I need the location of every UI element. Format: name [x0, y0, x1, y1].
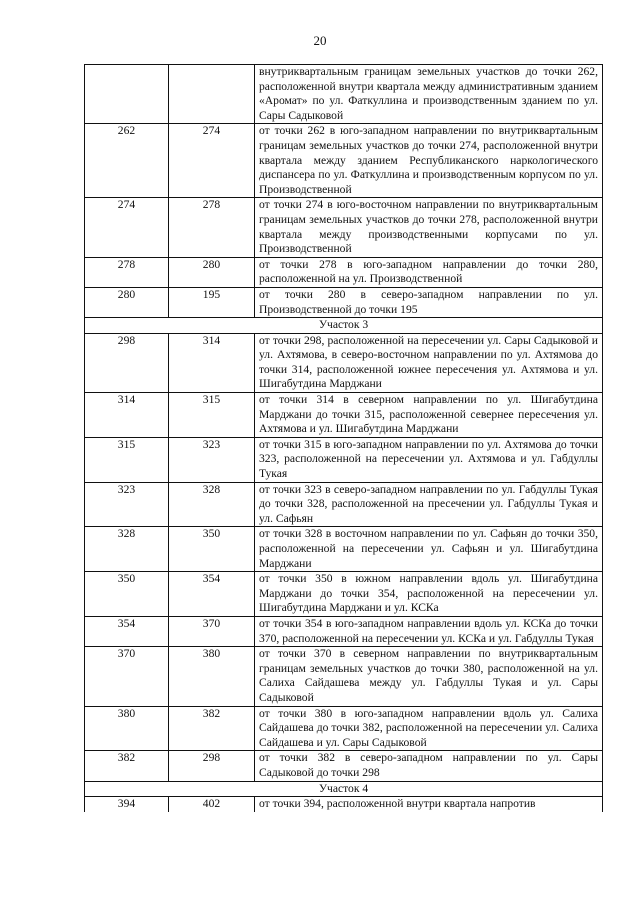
description-cell: от точки 278 в юго-западном направлении до точки 280, расположенной на ул. Производственной [255, 257, 603, 287]
point-to-cell: 280 [169, 257, 255, 287]
table-row [85, 572, 603, 617]
point-to-cell: 315 [169, 393, 255, 438]
boundary-table [84, 64, 603, 812]
point-from-cell: 280 [85, 287, 169, 317]
point-from-cell: 370 [85, 647, 169, 706]
table-row [85, 647, 603, 706]
point-from-cell: 380 [85, 706, 169, 751]
description-cell: от точки 354 в юго-западном направлении вдоль ул. КСКа до точки 370, расположенной на пересечении ул. КСКа и ул. Габдуллы Тукая [255, 616, 603, 646]
point-to-cell [169, 65, 255, 124]
point-from-cell: 350 [85, 572, 169, 617]
description-cell: от точки 314 в северном направлении по ул. Шигабутдина Марджани до точки 315, расположенной севернее пересечения ул. Ахтямова и ул. Шигабутдина Марджани [255, 393, 603, 438]
point-to-cell: 274 [169, 124, 255, 198]
point-from-cell: 298 [85, 333, 169, 392]
table-row [85, 287, 603, 317]
page-number: 20 [313, 33, 327, 48]
table-row [85, 198, 603, 257]
table-row [85, 393, 603, 438]
point-to-cell: 380 [169, 647, 255, 706]
point-from-cell: 328 [85, 527, 169, 572]
point-to-cell: 314 [169, 333, 255, 392]
description-cell: от точки 298, расположенной на пересечении ул. Сары Садыковой и ул. Ахтямова, в северо-восточном направлении по ул. Ахтямова до точки 314, расположенной южнее пересечения ул. Ахтямова и ул. Шигабутдина Марджани [255, 333, 603, 392]
description-cell: от точки 370 в северном направлении по внутриквартальным границам земельных участков до точки 380, расположенной на ул. Салиха Сайдашева между ул. Габдуллы Тукая и ул. Сары Садыковой [255, 647, 603, 706]
point-to-cell: 323 [169, 437, 255, 482]
section-title: Участок 4 [85, 781, 603, 797]
description-cell: от точки 394, расположенной внутри квартала напротив [255, 797, 603, 812]
table-row [85, 616, 603, 646]
table-row [85, 124, 603, 198]
section-title: Участок 3 [85, 318, 603, 334]
description-cell: от точки 262 в юго-западном направлении по внутриквартальным границам земельных участков до точки 274, расположенной внутри квартала между зданием Республиканского наркологического диспансера по ул. Фаткуллина и производственным корпусом по ул. Производственной [255, 124, 603, 198]
description-cell: от точки 328 в восточном направлении по ул. Сафьян до точки 350, расположенной на пересечении ул. Сафьян и ул. Шигабутдина Марджани [255, 527, 603, 572]
point-to-cell: 328 [169, 482, 255, 527]
description-cell: от точки 382 в северо-западном направлении по ул. Сары Садыковой до точки 298 [255, 751, 603, 781]
point-to-cell: 402 [169, 797, 255, 812]
description-cell: от точки 323 в северо-западном направлении по ул. Габдуллы Тукая до точки 328, расположенной на пресечении ул. Габдуллы Тукая и ул. Сафьян [255, 482, 603, 527]
point-from-cell: 394 [85, 797, 169, 812]
description-cell: от точки 350 в южном направлении вдоль ул. Шигабутдина Марджани до точки 354, расположенной на пересечении ул. Шигабутдина Марджани и ул. КСКа [255, 572, 603, 617]
point-from-cell: 278 [85, 257, 169, 287]
table-row [85, 257, 603, 287]
description-cell: от точки 315 в юго-западном направлении по ул. Ахтямова до точки 323, расположенной на пересечении ул. Ахтямова и ул. Габдуллы Тукая [255, 437, 603, 482]
description-cell: от точки 280 в северо-западном направлении по ул. Производственной до точки 195 [255, 287, 603, 317]
boundary-table-body [85, 65, 603, 812]
point-to-cell: 298 [169, 751, 255, 781]
table-row [85, 706, 603, 751]
table-row [85, 527, 603, 572]
point-from-cell: 382 [85, 751, 169, 781]
description-cell: от точки 380 в юго-западном направлении вдоль ул. Салиха Сайдашева до точки 382, расположенной на пересечении ул. Салиха Сайдашева и ул. Сары Садыковой [255, 706, 603, 751]
point-to-cell: 354 [169, 572, 255, 617]
point-to-cell: 195 [169, 287, 255, 317]
table-row [85, 482, 603, 527]
description-cell: от точки 274 в юго-восточном направлении по внутриквартальным границам земельных участков до точки 278, расположенной внутри квартала между производственными корпусами по ул. Производственной [255, 198, 603, 257]
point-to-cell: 382 [169, 706, 255, 751]
table-row [85, 437, 603, 482]
table-row [85, 333, 603, 392]
section-header-row [85, 318, 603, 334]
point-from-cell [85, 65, 169, 124]
table-row [85, 65, 603, 124]
description-cell: внутриквартальным границам земельных участков до точки 262, расположенной внутри квартала между административным зданием «Аромат» по ул. Фаткуллина и производственным зданием по ул. Сары Садыковой [255, 65, 603, 124]
point-from-cell: 314 [85, 393, 169, 438]
table-row [85, 797, 603, 812]
point-from-cell: 315 [85, 437, 169, 482]
point-from-cell: 354 [85, 616, 169, 646]
point-to-cell: 278 [169, 198, 255, 257]
point-from-cell: 323 [85, 482, 169, 527]
point-to-cell: 370 [169, 616, 255, 646]
point-to-cell: 350 [169, 527, 255, 572]
section-header-row [85, 781, 603, 797]
table-row [85, 751, 603, 781]
point-from-cell: 262 [85, 124, 169, 198]
point-from-cell: 274 [85, 198, 169, 257]
